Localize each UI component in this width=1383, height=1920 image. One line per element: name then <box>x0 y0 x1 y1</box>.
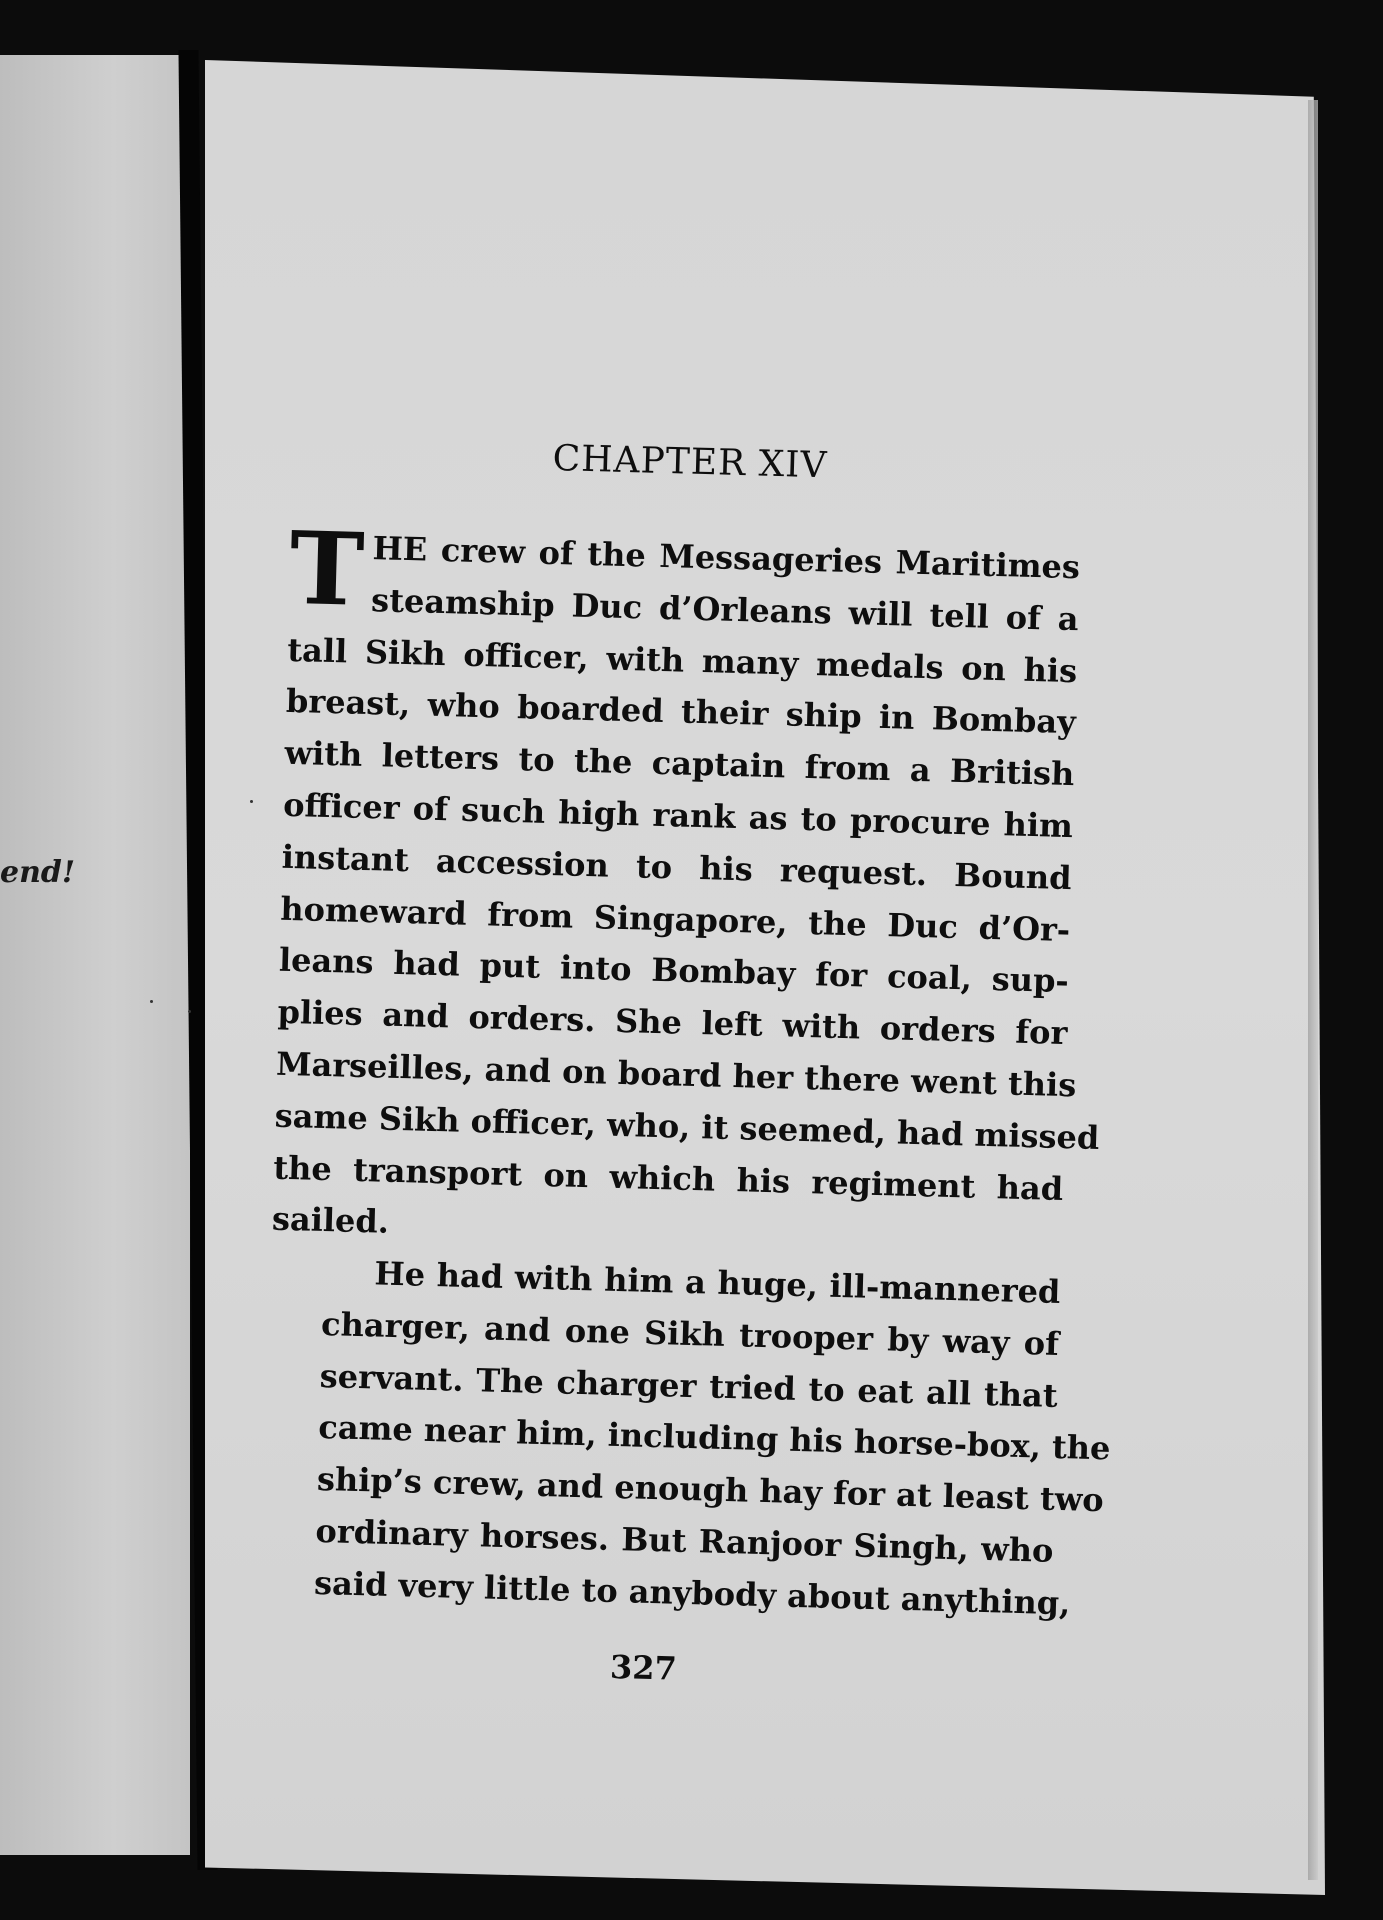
text-line: Marseilles, and on board her there went this <box>275 1044 1077 1105</box>
text-line: charger, and one Sikh trooper by way of <box>320 1304 1060 1363</box>
drop-cap: T <box>288 508 366 629</box>
scan-speck <box>250 800 253 803</box>
text-line: instant accession to his request. Bound <box>281 837 1073 897</box>
text-line: said very little to anybody about anything, <box>313 1563 1071 1623</box>
text-line: breast, who boarded their ship in Bombay <box>285 682 1077 742</box>
text-line: plies and orders. She left with orders for <box>277 992 1068 1053</box>
text-line: the transport on which his regiment had <box>272 1148 1064 1208</box>
text-line: ship’s crew, and enough hay for at least two <box>316 1460 1105 1520</box>
text-line: steamship Duc d’Orleans will tell of a <box>370 580 1080 639</box>
previous-page-edge <box>0 55 190 1855</box>
scan-speck <box>150 1000 153 1003</box>
page-text-block <box>265 0 1115 1688</box>
chapter-title: CHAPTER XIV <box>552 437 829 487</box>
scan-speck <box>188 1010 191 1013</box>
text-line: leans had put into Bombay for coal, sup- <box>278 941 1070 1001</box>
text-line: servant. The charger tried to eat all that <box>319 1356 1059 1415</box>
text-line: ordinary horses. But Ranjoor Singh, who <box>315 1511 1054 1570</box>
page-edge-shadow <box>1308 100 1318 1880</box>
text-line: sailed. <box>271 1200 390 1242</box>
page-number: 327 <box>609 1647 678 1688</box>
paragraph-1 <box>271 508 1100 1267</box>
text-line: came near him, including his horse-box, the <box>317 1408 1111 1468</box>
text-line: officer of such high rank as to procure him <box>282 785 1074 846</box>
text-line: tall Sikh officer, with many medals on his <box>286 630 1078 690</box>
previous-page-text-fragment: end! <box>0 855 76 890</box>
text-line: same Sikh officer, who, it seemed, had missed <box>274 1096 1100 1157</box>
text-line: He had with him a huge, ill-mannered <box>374 1254 1061 1311</box>
text-line: with letters to the captain from a British <box>284 734 1075 794</box>
paragraph-2 <box>262 1246 1111 1630</box>
text-line: homeward from Singapore, the Duc d’Or- <box>279 889 1071 949</box>
text-line: HE crew of the Messageries Maritimes <box>372 529 1081 587</box>
